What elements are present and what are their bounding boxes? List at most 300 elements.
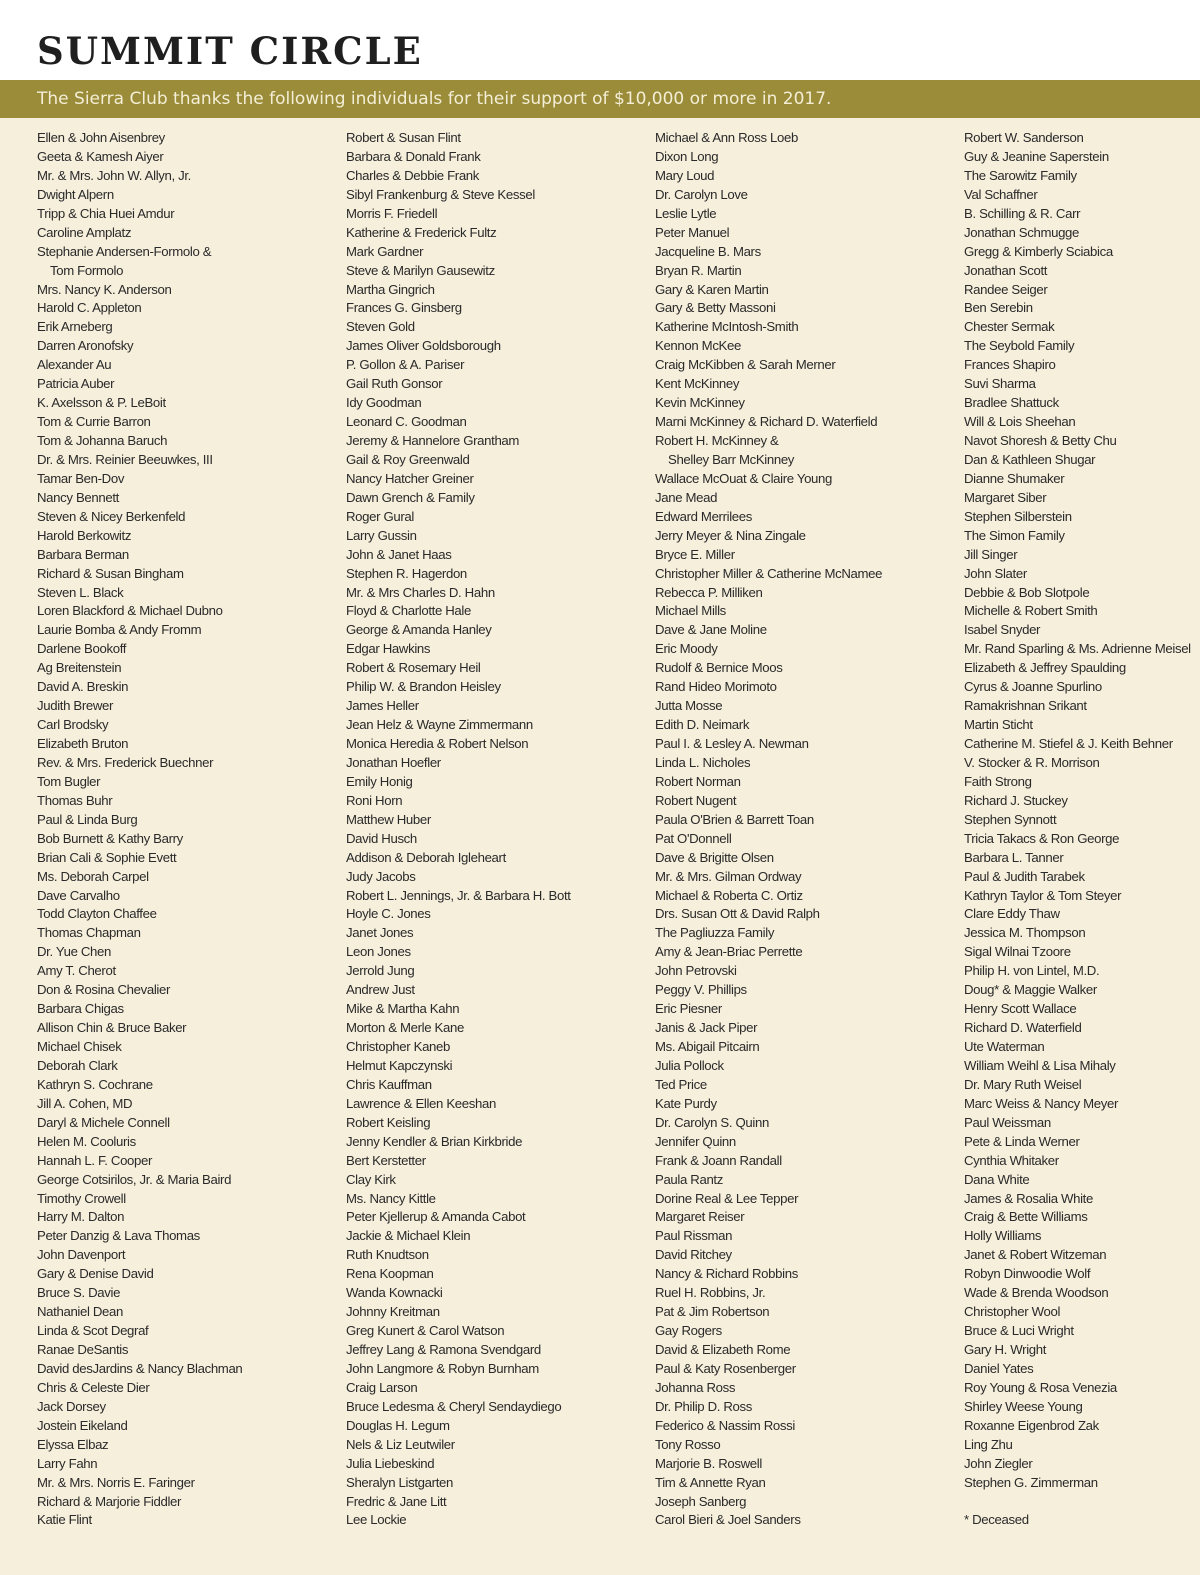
donor-name: Stephen Silberstein bbox=[964, 508, 1072, 524]
donor-name: Christopher Kaneb bbox=[346, 1039, 451, 1054]
donor-name: Eric Moody bbox=[655, 641, 718, 657]
donor-name: Hannah L. F. Cooper bbox=[37, 1152, 153, 1168]
donor-column-1 bbox=[37, 129, 337, 1530]
donor-name: Douglas H. Legum bbox=[346, 1417, 450, 1433]
donor-name: Leonard C. Goodman bbox=[346, 414, 467, 430]
donor-name: Paul Rissman bbox=[655, 1228, 733, 1244]
donor-name: Jack Dorsey bbox=[37, 1398, 106, 1414]
donor-name: Steven Gold bbox=[346, 319, 415, 335]
donor-name: Michael Mills bbox=[655, 603, 726, 619]
donor-name: Steve & Marilyn Gausewitz bbox=[346, 262, 495, 278]
donor-name: Ms. Deborah Carpel bbox=[37, 868, 149, 884]
donor-name: Pat & Jim Robertson bbox=[655, 1304, 770, 1320]
donor-name: Richard & Marjorie Fiddler bbox=[37, 1493, 182, 1509]
donor-name: Mr. & Mrs Charles D. Hahn bbox=[346, 584, 495, 600]
donor-name: Michael & Roberta C. Ortiz bbox=[655, 887, 803, 903]
donor-name: Helmut Kapczynski bbox=[346, 1057, 453, 1073]
donor-name: Mike & Martha Kahn bbox=[346, 1001, 460, 1017]
donor-name: John & Janet Haas bbox=[346, 546, 452, 562]
donor-name: Mr. & Mrs. Gilman Ordway bbox=[655, 868, 802, 884]
donor-name: Lawrence & Ellen Keeshan bbox=[346, 1095, 496, 1111]
donor-name: Alexander Au bbox=[37, 357, 112, 373]
donor-name: Todd Clayton Chaffee bbox=[37, 906, 157, 922]
donor-name: Randee Seiger bbox=[964, 281, 1048, 297]
donor-name: Ute Waterman bbox=[964, 1039, 1045, 1054]
donor-name: Helen M. Cooluris bbox=[37, 1133, 136, 1149]
donor-name: B. Schilling & R. Carr bbox=[964, 205, 1081, 221]
donor-name: Lee Lockie bbox=[346, 1512, 407, 1528]
donor-name: Henry Scott Wallace bbox=[964, 1001, 1077, 1017]
donor-name: Addison & Deborah Igleheart bbox=[346, 849, 506, 865]
donor-name: Drs. Susan Ott & David Ralph bbox=[655, 906, 820, 922]
donor-name: Guy & Jeanine Saperstein bbox=[964, 148, 1109, 164]
donor-name: Rebecca P. Milliken bbox=[655, 584, 763, 600]
donor-name: Dr. Carolyn S. Quinn bbox=[655, 1114, 769, 1130]
donor-name: Loren Blackford & Michael Dubno bbox=[37, 603, 223, 619]
donor-name: Dr. Yue Chen bbox=[37, 944, 112, 960]
donor-name: Kate Purdy bbox=[655, 1095, 717, 1111]
donor-name: Julia Liebeskind bbox=[346, 1455, 435, 1471]
donor-name: Ms. Abigail Pitcairn bbox=[655, 1039, 760, 1054]
donor-name: Roy Young & Rosa Venezia bbox=[964, 1379, 1117, 1395]
donor-name: Caroline Amplatz bbox=[37, 224, 132, 240]
donor-name: Idy Goodman bbox=[346, 395, 422, 411]
donor-name: Jackie & Michael Klein bbox=[346, 1228, 471, 1244]
donor-name: Patricia Auber bbox=[37, 376, 115, 392]
donor-name: Ag Breitenstein bbox=[37, 660, 122, 676]
donor-name: Andrew Just bbox=[346, 982, 415, 998]
donor-name: Stephen R. Hagerdon bbox=[346, 565, 467, 581]
donor-name: Michelle & Robert Smith bbox=[964, 603, 1098, 619]
donor-name: Jutta Mosse bbox=[655, 698, 723, 714]
donor-name: Suvi Sharma bbox=[964, 376, 1036, 392]
donor-name: Steven L. Black bbox=[37, 584, 124, 600]
donor-name: Christopher Wool bbox=[964, 1304, 1061, 1320]
donor-name: Harold Berkowitz bbox=[37, 527, 132, 543]
donor-column-3 bbox=[655, 129, 955, 1530]
donor-name: Dave & Brigitte Olsen bbox=[655, 849, 774, 865]
donor-name: Steven & Nicey Berkenfeld bbox=[37, 508, 186, 524]
donor-name: Jill A. Cohen, MD bbox=[37, 1095, 133, 1111]
donor-name: Shelley Barr McKinney bbox=[668, 451, 795, 467]
donor-name: Navot Shoresh & Betty Chu bbox=[964, 433, 1117, 448]
donor-name: Paul & Linda Burg bbox=[37, 811, 138, 827]
donor-name: Gary & Betty Massoni bbox=[655, 300, 776, 316]
donor-name: Stephen Synnott bbox=[964, 811, 1057, 827]
donor-name: Richard & Susan Bingham bbox=[37, 565, 184, 581]
donor-name: Judy Jacobs bbox=[346, 868, 416, 884]
donor-name: The Pagliuzza Family bbox=[655, 925, 775, 941]
donor-name: William Weihl & Lisa Mihaly bbox=[964, 1057, 1116, 1073]
donor-name: John Ziegler bbox=[964, 1455, 1033, 1471]
donor-name: Peter Danzig & Lava Thomas bbox=[37, 1228, 200, 1244]
donor-name: Brian Cali & Sophie Evett bbox=[37, 849, 177, 865]
donor-name: Ruth Knudtson bbox=[346, 1247, 429, 1263]
donor-name: Frances Shapiro bbox=[964, 357, 1056, 373]
donor-name: Harry M. Dalton bbox=[37, 1209, 125, 1225]
donor-name: Janet & Robert Witzeman bbox=[964, 1247, 1107, 1263]
donor-name: Gay Rogers bbox=[655, 1323, 722, 1339]
donor-name: Gary & Karen Martin bbox=[655, 281, 769, 297]
donor-name: Amy T. Cherot bbox=[37, 963, 116, 979]
donor-name: Mr. & Mrs. Norris E. Faringer bbox=[37, 1474, 195, 1490]
donor-name: Kevin McKinney bbox=[655, 395, 745, 411]
donor-name: Val Schaffner bbox=[964, 186, 1038, 202]
donor-name: Rev. & Mrs. Frederick Buechner bbox=[37, 754, 214, 770]
donor-name: Bradlee Shattuck bbox=[964, 395, 1059, 411]
donor-name: Sigal Wilnai Tzoore bbox=[964, 944, 1071, 960]
donor-name: Bryan R. Martin bbox=[655, 262, 742, 278]
donor-name: Ranae DeSantis bbox=[37, 1342, 129, 1357]
donor-name: James & Rosalia White bbox=[964, 1190, 1093, 1206]
donor-name: Ling Zhu bbox=[964, 1436, 1013, 1452]
donor-name: Jill Singer bbox=[964, 546, 1018, 562]
donor-name: Tim & Annette Ryan bbox=[655, 1474, 766, 1490]
donor-name: James Heller bbox=[346, 698, 419, 714]
donor-name: Tricia Takacs & Ron George bbox=[964, 830, 1120, 846]
donor-name: Robert & Rosemary Heil bbox=[346, 660, 481, 676]
donor-name: Bruce Ledesma & Cheryl Sendaydiego bbox=[346, 1398, 562, 1414]
donor-name: Jonathan Scott bbox=[964, 262, 1048, 278]
page-subtitle: The Sierra Club thanks the following individuals for their support of $10,000 or more in 2017. bbox=[37, 89, 832, 109]
donor-name: Michael & Ann Ross Loeb bbox=[655, 130, 798, 145]
donor-name: Roger Gural bbox=[346, 508, 414, 524]
donor-name: Linda L. Nicholes bbox=[655, 754, 751, 770]
donor-name: Joseph Sanberg bbox=[655, 1493, 747, 1509]
donor-name: George Cotsirilos, Jr. & Maria Baird bbox=[37, 1171, 232, 1187]
donor-name: Deborah Clark bbox=[37, 1057, 118, 1073]
page-title: SUMMIT CIRCLE bbox=[37, 29, 423, 73]
donor-name: Dave & Jane Moline bbox=[655, 622, 767, 638]
donor-name: Barbara & Donald Frank bbox=[346, 148, 481, 164]
donor-name: Katherine McIntosh-Smith bbox=[655, 319, 799, 335]
donor-name: Julia Pollock bbox=[655, 1057, 724, 1073]
donor-name: Cyrus & Joanne Spurlino bbox=[964, 679, 1102, 695]
donor-name: Carol Bieri & Joel Sanders bbox=[655, 1512, 801, 1528]
donor-name: Gail & Roy Greenwald bbox=[346, 451, 470, 467]
donor-name: Elyssa Elbaz bbox=[37, 1436, 109, 1452]
donor-name: George & Amanda Hanley bbox=[346, 622, 492, 638]
donor-name: Kathryn S. Cochrane bbox=[37, 1076, 153, 1092]
donor-name: Nancy & Richard Robbins bbox=[655, 1266, 798, 1282]
donor-name: The Sarowitz Family bbox=[964, 167, 1077, 183]
donor-name: John Davenport bbox=[37, 1247, 126, 1263]
donor-name: Nathaniel Dean bbox=[37, 1304, 124, 1320]
donor-name: Jane Mead bbox=[655, 489, 718, 505]
donor-name: Clay Kirk bbox=[346, 1171, 396, 1187]
donor-name: Kathryn Taylor & Tom Steyer bbox=[964, 887, 1122, 903]
donor-name: Clare Eddy Thaw bbox=[964, 906, 1060, 922]
donor-name: Dorine Real & Lee Tepper bbox=[655, 1190, 799, 1206]
donor-name: Edith D. Neimark bbox=[655, 717, 750, 733]
donor-name: Johnny Kreitman bbox=[346, 1304, 440, 1320]
donor-name: Dan & Kathleen Shugar bbox=[964, 451, 1096, 467]
donor-name: Dwight Alpern bbox=[37, 186, 114, 202]
donor-name: Marjorie B. Roswell bbox=[655, 1455, 762, 1471]
donor-name: Robert H. McKinney & bbox=[655, 433, 779, 448]
donor-name: Barbara Chigas bbox=[37, 1001, 124, 1017]
donor-name: Nancy Bennett bbox=[37, 489, 119, 505]
donor-column-2 bbox=[346, 129, 646, 1530]
donor-name: David & Elizabeth Rome bbox=[655, 1342, 791, 1357]
donor-name: Tom & Currie Barron bbox=[37, 414, 151, 430]
donor-name: Erik Arneberg bbox=[37, 319, 113, 335]
donor-name: Gail Ruth Gonsor bbox=[346, 376, 443, 392]
donor-name: David Ritchey bbox=[655, 1247, 732, 1263]
donor-name: Chris Kauffman bbox=[346, 1076, 432, 1092]
donor-name: Laurie Bomba & Andy Fromm bbox=[37, 622, 202, 638]
donor-name: Michael Chisek bbox=[37, 1039, 122, 1054]
donor-name: Dave Carvalho bbox=[37, 887, 120, 903]
donor-name: Floyd & Charlotte Hale bbox=[346, 603, 471, 619]
donor-name: Janet Jones bbox=[346, 925, 414, 941]
donor-name: Dr. Mary Ruth Weisel bbox=[964, 1076, 1082, 1092]
donor-name: Matthew Huber bbox=[346, 811, 431, 827]
donor-name: Jonathan Hoefler bbox=[346, 754, 441, 770]
donor-name: Leslie Lytle bbox=[655, 205, 717, 221]
donor-name: Tony Rosso bbox=[655, 1436, 721, 1452]
donor-name: Chris & Celeste Dier bbox=[37, 1379, 150, 1395]
donor-name: Dawn Grench & Family bbox=[346, 489, 475, 505]
donor-name: Shirley Weese Young bbox=[964, 1398, 1083, 1414]
donor-name: Paul & Katy Rosenberger bbox=[655, 1360, 796, 1376]
donor-name: Nels & Liz Leutwiler bbox=[346, 1436, 455, 1452]
donor-name: Sheralyn Listgarten bbox=[346, 1474, 453, 1490]
donor-name: David desJardins & Nancy Blachman bbox=[37, 1360, 243, 1376]
donor-name: Barbara Berman bbox=[37, 546, 129, 562]
donor-name: Daniel Yates bbox=[964, 1360, 1034, 1376]
donor-name: Darlene Bookoff bbox=[37, 641, 127, 657]
donor-name: Kennon McKee bbox=[655, 338, 741, 354]
donor-name: K. Axelsson & P. LeBoit bbox=[37, 395, 166, 411]
donor-name: Mrs. Nancy K. Anderson bbox=[37, 281, 172, 297]
donor-name: Jacqueline B. Mars bbox=[655, 243, 761, 259]
donor-name: Dana White bbox=[964, 1171, 1030, 1187]
donor-name: Wallace McOuat & Claire Young bbox=[655, 470, 833, 486]
donor-name: Robert & Susan Flint bbox=[346, 130, 461, 145]
donor-name: Linda & Scot Degraf bbox=[37, 1323, 149, 1339]
donor-name: James Oliver Goldsborough bbox=[346, 338, 501, 354]
donor-name: Federico & Nassim Rossi bbox=[655, 1417, 795, 1433]
donor-name: Carl Brodsky bbox=[37, 717, 109, 733]
donor-name: Katherine & Frederick Fultz bbox=[346, 224, 497, 240]
donor-name: Mark Gardner bbox=[346, 243, 424, 259]
donor-name: Margaret Siber bbox=[964, 489, 1047, 505]
donor-name: Ted Price bbox=[655, 1076, 707, 1092]
donor-name: Pat O'Donnell bbox=[655, 830, 732, 846]
donor-name: Craig & Bette Williams bbox=[964, 1209, 1088, 1225]
donor-name: Charles & Debbie Frank bbox=[346, 167, 480, 183]
donor-name: Tom & Johanna Baruch bbox=[37, 433, 168, 448]
donor-name: Dianne Shumaker bbox=[964, 470, 1065, 486]
donor-name: Robert W. Sanderson bbox=[964, 130, 1084, 145]
donor-name: Robyn Dinwoodie Wolf bbox=[964, 1266, 1091, 1282]
donor-name: Johanna Ross bbox=[655, 1379, 736, 1395]
donor-name: Peggy V. Phillips bbox=[655, 982, 747, 998]
donor-name: Elizabeth & Jeffrey Spaulding bbox=[964, 660, 1126, 676]
donor-name: Harold C. Appleton bbox=[37, 300, 142, 316]
donor-name: Craig McKibben & Sarah Merner bbox=[655, 357, 836, 373]
donor-name: Faith Strong bbox=[964, 773, 1032, 789]
donor-name: Edgar Hawkins bbox=[346, 641, 431, 657]
donor-name: Roxanne Eigenbrod Zak bbox=[964, 1417, 1099, 1433]
donor-name: The Simon Family bbox=[964, 527, 1065, 543]
donor-name: Katie Flint bbox=[37, 1512, 92, 1528]
donor-name: Mr. Rand Sparling & Ms. Adrienne Meisel bbox=[964, 641, 1191, 657]
donor-name: Paul & Judith Tarabek bbox=[964, 868, 1085, 884]
donor-name: Sibyl Frankenburg & Steve Kessel bbox=[346, 186, 535, 202]
donor-name: Stephen G. Zimmerman bbox=[964, 1474, 1098, 1490]
donor-name: Martha Gingrich bbox=[346, 281, 435, 297]
donor-name: Timothy Crowell bbox=[37, 1190, 126, 1206]
donor-name: Leon Jones bbox=[346, 944, 411, 960]
donor-name: Thomas Chapman bbox=[37, 925, 141, 941]
donor-name: Jonathan Schmugge bbox=[964, 224, 1080, 240]
donor-name: Jenny Kendler & Brian Kirkbride bbox=[346, 1133, 523, 1149]
donor-name: Greg Kunert & Carol Watson bbox=[346, 1323, 505, 1339]
donor-name: Bert Kerstetter bbox=[346, 1152, 426, 1168]
donor-name: V. Stocker & R. Morrison bbox=[964, 754, 1100, 770]
donor-name: Tripp & Chia Huei Amdur bbox=[37, 205, 175, 221]
donor-name: Jessica M. Thompson bbox=[964, 925, 1086, 941]
donor-name: Pete & Linda Werner bbox=[964, 1133, 1080, 1149]
donor-name: Richard J. Stuckey bbox=[964, 792, 1068, 808]
donor-name: Tom Formolo bbox=[50, 262, 124, 278]
donor-name: Gregg & Kimberly Sciabica bbox=[964, 243, 1113, 259]
donor-name: Doug* & Maggie Walker bbox=[964, 982, 1097, 998]
donor-name: Jennifer Quinn bbox=[655, 1133, 736, 1149]
donor-name: Richard D. Waterfield bbox=[964, 1020, 1082, 1036]
donor-name: Mary Loud bbox=[655, 167, 715, 183]
donor-name: Jean Helz & Wayne Zimmermann bbox=[346, 717, 533, 733]
donor-name: Gary & Denise David bbox=[37, 1266, 154, 1282]
donor-name: Frank & Joann Randall bbox=[655, 1152, 782, 1168]
donor-name: Tom Bugler bbox=[37, 773, 101, 789]
donor-name: Thomas Buhr bbox=[37, 792, 113, 808]
donor-name: Morris F. Friedell bbox=[346, 205, 438, 221]
donor-name: Jeffrey Lang & Ramona Svendgard bbox=[346, 1342, 541, 1357]
donor-name: Gary H. Wright bbox=[964, 1342, 1047, 1357]
donor-name: Philip H. von Lintel, M.D. bbox=[964, 963, 1100, 979]
donor-name: Barbara L. Tanner bbox=[964, 849, 1064, 865]
donor-name: Kent McKinney bbox=[655, 376, 740, 392]
donor-name: Robert Nugent bbox=[655, 792, 737, 808]
donor-name: Catherine M. Stiefel & J. Keith Behner bbox=[964, 736, 1173, 751]
donor-name: Ms. Nancy Kittle bbox=[346, 1190, 436, 1206]
donor-name: Amy & Jean-Briac Perrette bbox=[655, 944, 803, 960]
donor-name: Ramakrishnan Srikant bbox=[964, 698, 1087, 714]
donor-name: David Husch bbox=[346, 830, 417, 846]
donor-name: Dr. & Mrs. Reinier Beeuwkes, III bbox=[37, 451, 213, 467]
donor-name: Stephanie Andersen-Formolo & bbox=[37, 243, 212, 259]
donor-name: Jerrold Jung bbox=[346, 963, 415, 979]
donor-name: Elizabeth Bruton bbox=[37, 736, 129, 751]
donor-name: Paula O'Brien & Barrett Toan bbox=[655, 811, 814, 827]
donor-name: Bruce & Luci Wright bbox=[964, 1323, 1074, 1339]
donor-name: Judith Brewer bbox=[37, 698, 114, 714]
donor-name: Darren Aronofsky bbox=[37, 338, 134, 354]
donor-name: Morton & Merle Kane bbox=[346, 1020, 464, 1036]
donor-name: Marc Weiss & Nancy Meyer bbox=[964, 1095, 1119, 1111]
donor-name: Ellen & John Aisenbrey bbox=[37, 130, 165, 145]
donor-name: Larry Gussin bbox=[346, 527, 417, 543]
donor-name: Ruel H. Robbins, Jr. bbox=[655, 1285, 766, 1301]
donor-name: Jostein Eikeland bbox=[37, 1417, 128, 1433]
donor-name: Tamar Ben-Dov bbox=[37, 470, 125, 486]
donor-name: The Seybold Family bbox=[964, 338, 1075, 354]
donor-name: Philip W. & Brandon Heisley bbox=[346, 679, 501, 695]
donor-name: Chester Sermak bbox=[964, 319, 1055, 335]
donor-name: Frances G. Ginsberg bbox=[346, 300, 462, 316]
donor-name: David A. Breskin bbox=[37, 679, 129, 695]
donor-name: Nancy Hatcher Greiner bbox=[346, 470, 474, 486]
donor-name: Peter Kjellerup & Amanda Cabot bbox=[346, 1209, 526, 1225]
donor-name: Monica Heredia & Robert Nelson bbox=[346, 736, 529, 751]
donor-name: Cynthia Whitaker bbox=[964, 1152, 1059, 1168]
donor-name: Robert Keisling bbox=[346, 1114, 431, 1130]
donor-name: Peter Manuel bbox=[655, 224, 730, 240]
donor-name: Marni McKinney & Richard D. Waterfield bbox=[655, 414, 878, 430]
donor-name: Bryce E. Miller bbox=[655, 546, 735, 562]
donor-name: Paula Rantz bbox=[655, 1171, 723, 1187]
donor-name: Mr. & Mrs. John W. Allyn, Jr. bbox=[37, 167, 191, 183]
donor-column-4 bbox=[964, 129, 1200, 1530]
donor-name: John Slater bbox=[964, 565, 1027, 581]
donor-name: Christopher Miller & Catherine McNamee bbox=[655, 565, 883, 581]
donor-name: Don & Rosina Chevalier bbox=[37, 982, 171, 998]
donor-name: P. Gollon & A. Pariser bbox=[346, 357, 465, 373]
donor-name: Robert L. Jennings, Jr. & Barbara H. Bott bbox=[346, 887, 571, 903]
donor-name: Eric Piesner bbox=[655, 1001, 722, 1017]
donor-name: Dixon Long bbox=[655, 148, 719, 164]
list-spacer bbox=[964, 1493, 1200, 1512]
donor-name: Allison Chin & Bruce Baker bbox=[37, 1020, 187, 1036]
donor-name: Will & Lois Sheehan bbox=[964, 414, 1076, 430]
donor-name: Janis & Jack Piper bbox=[655, 1020, 758, 1036]
donor-name: Debbie & Bob Slotpole bbox=[964, 584, 1090, 600]
donor-name: Edward Merrilees bbox=[655, 508, 753, 524]
donor-name: Fredric & Jane Litt bbox=[346, 1493, 447, 1509]
donor-name: John Petrovski bbox=[655, 963, 737, 979]
donor-name: Rena Koopman bbox=[346, 1266, 434, 1282]
donor-name: Rand Hideo Morimoto bbox=[655, 679, 777, 695]
donor-name: Dr. Philip D. Ross bbox=[655, 1398, 753, 1414]
donor-name: Bruce S. Davie bbox=[37, 1285, 121, 1301]
subtitle-banner bbox=[0, 80, 1200, 118]
donor-name: Bob Burnett & Kathy Barry bbox=[37, 830, 183, 846]
donor-name: Robert Norman bbox=[655, 773, 741, 789]
donor-name: John Langmore & Robyn Burnham bbox=[346, 1360, 539, 1376]
donor-name: Jeremy & Hannelore Grantham bbox=[346, 433, 520, 448]
donor-name: Holly Williams bbox=[964, 1228, 1042, 1244]
donor-name: Ben Serebin bbox=[964, 300, 1033, 316]
title-bar bbox=[0, 0, 1200, 80]
donor-name: Hoyle C. Jones bbox=[346, 906, 431, 922]
donor-name: Rudolf & Bernice Moos bbox=[655, 660, 783, 676]
donor-name: Geeta & Kamesh Aiyer bbox=[37, 148, 164, 164]
donor-name: Craig Larson bbox=[346, 1379, 418, 1395]
donor-name: Margaret Reiser bbox=[655, 1209, 745, 1225]
footnote-deceased: * Deceased bbox=[964, 1512, 1029, 1528]
donor-name: Isabel Snyder bbox=[964, 622, 1041, 638]
donor-name: Emily Honig bbox=[346, 773, 413, 789]
donor-name: Dr. Carolyn Love bbox=[655, 186, 748, 202]
donor-name: Roni Horn bbox=[346, 792, 403, 808]
donor-name: Martin Sticht bbox=[964, 717, 1033, 733]
donor-name: Paul I. & Lesley A. Newman bbox=[655, 736, 809, 751]
donor-name: Wanda Kownacki bbox=[346, 1285, 443, 1301]
donor-name: Jerry Meyer & Nina Zingale bbox=[655, 527, 806, 543]
